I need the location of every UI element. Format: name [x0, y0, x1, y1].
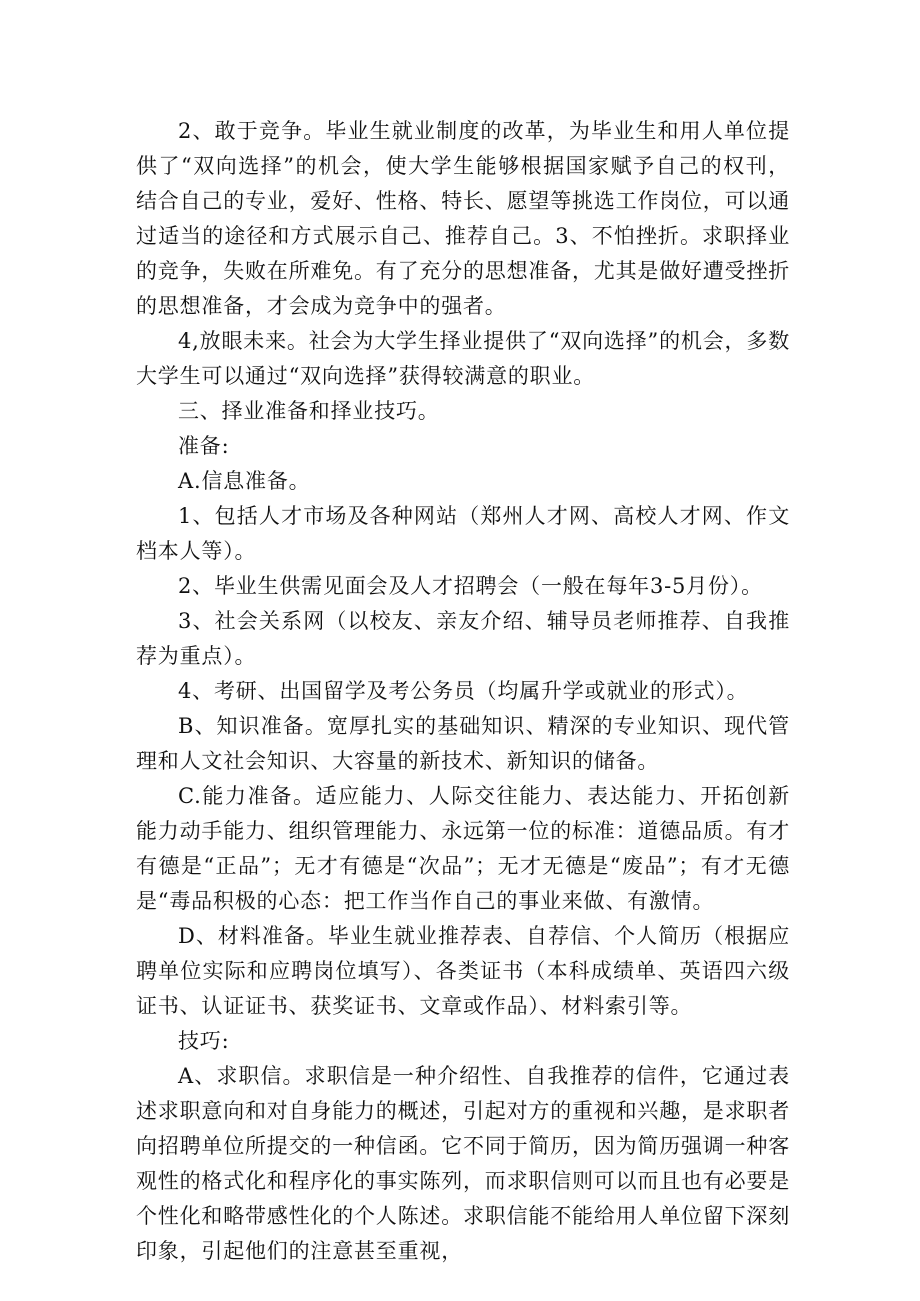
item-information-preparation: A.信息准备。	[178, 469, 311, 493]
section-heading-preparation-skills: 三、择业准备和择业技巧。	[178, 399, 440, 423]
list-item-talent-market: 1、包括人才市场及各种网站（郑州人才网、高校人才网、作文档本人等）。	[136, 504, 790, 563]
paragraph-compete: 2、敢于竞争。毕业生就业制度的改革，为毕业生和用人单位提供了“双向选择”的机会，使大学生能够根据国家赋予自己的权刊，结合自己的专业，爱好、性格、特长、愿望等挑选工作岗位，可以通过适当的途径和方式展示自己、推荐自己。3、不怕挫折。求职择业的竞争，失败在所难免。有了充分的思想准备，尤其是做好遭受挫折的思想准备，才会成为竞争中的强者。	[136, 119, 790, 318]
subheading-preparation: 准备:	[178, 434, 230, 458]
paragraph-future: 4,放眼未来。社会为大学生择业提供了“双向选择”的机会，多数大学生可以通过“双向选择”获得较满意的职业。	[136, 329, 790, 388]
document-body	[136, 114, 790, 1269]
list-item-job-fair: 2、毕业生供需见面会及人才招聘会（一般在每年3-5月份）。	[178, 574, 763, 598]
list-item-social-network: 3、社会关系网（以校友、亲友介绍、辅导员老师推荐、自我推荐为重点）。	[136, 609, 790, 668]
item-knowledge-preparation: B、知识准备。宽厚扎实的基础知识、精深的专业知识、现代管理和人文社会知识、大容量的新技术、新知识的储备。	[136, 714, 790, 773]
list-item-exams: 4、考研、出国留学及考公务员（均属升学或就业的形式）。	[178, 679, 749, 703]
subheading-skills: 技巧:	[178, 1029, 230, 1053]
item-ability-preparation: C.能力准备。适应能力、人际交往能力、表达能力、开拓创新能力动手能力、组织管理能力、永远第一位的标准：道德品质。有才有德是“正品”；无才有德是“次品”；无才无德是“废品”；有才无德是“毒品积极的心态：把工作当作自己的事业来做、有激情。	[136, 784, 790, 913]
item-material-preparation: D、材料准备。毕业生就业推荐表、自荐信、个人简历（根据应聘单位实际和应聘岗位填写）、各类证书（本科成绩单、英语四六级证书、认证证书、获奖证书、文章或作品）、材料索引等。	[136, 924, 790, 1018]
item-cover-letter: A、求职信。求职信是一种介绍性、自我推荐的信件，它通过表述求职意向和对自身能力的概述，引起对方的重视和兴趣，是求职者向招聘单位所提交的一种信函。它不同于简历，因为简历强调一种客观性的格式化和程序化的事实陈列，而求职信则可以而且也有必要是个性化和略带感性化的个人陈述。求职信能不能给用人单位留下深刻印象，引起他们的注意甚至重视，	[136, 1064, 790, 1263]
